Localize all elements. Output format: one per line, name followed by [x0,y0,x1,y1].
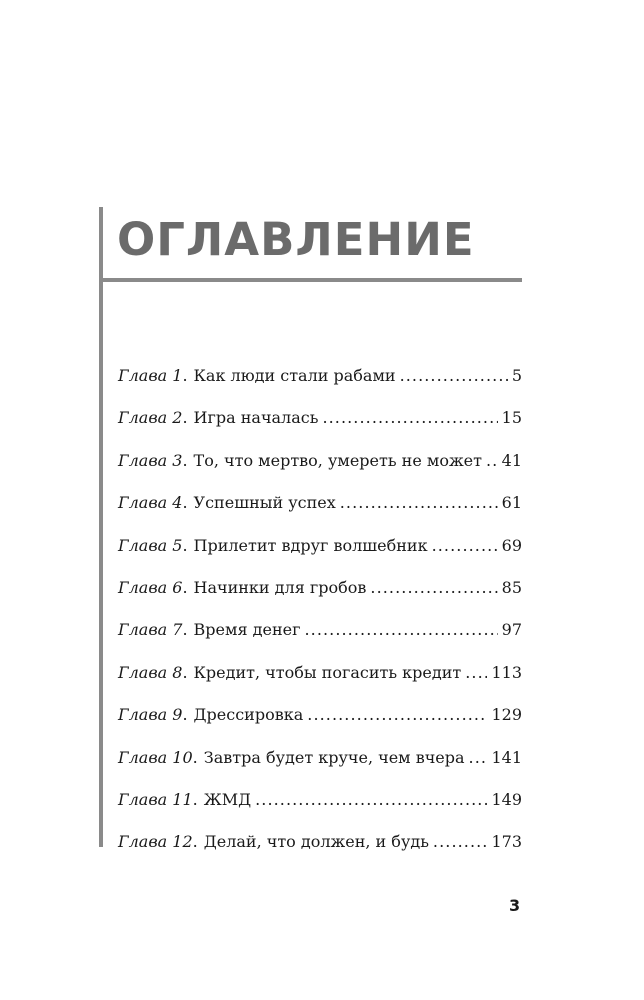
page-number: 3 [509,896,521,915]
toc-entry[interactable]: Глава 10 . Завтра будет круче, чем вчера . . . 141 [118,744,522,786]
toc-leader-dots [432,532,498,560]
toc-chapter-label: Глава 3 [118,450,183,470]
toc-chapter-label: Глава 6 [118,577,183,597]
toc-title: То, что мертво, умереть не может [193,450,482,470]
toc-leader-dots [370,574,497,602]
toc-page-number: 141 [491,747,522,767]
toc-page-number: 41 [501,450,522,470]
toc-title: ЖМД [203,789,252,809]
toc-title: Завтра будет круче, чем вчера [203,747,465,767]
toc-page-number: 129 [491,705,522,725]
toc-title: Начинки для гробов [193,577,367,597]
toc-leader-dots [400,362,508,390]
toc-title: Прилетит вдруг волшебник [193,535,428,555]
toc-leader-dots [469,744,488,772]
toc-page-number: 69 [501,535,522,555]
toc-chapter-label: Глава 12 [118,832,193,852]
toc-page-number: 173 [491,832,522,852]
toc-chapter-label: Глава 2 [118,408,183,428]
toc-page-number: 97 [501,620,522,640]
toc-leader-dots [322,404,497,432]
toc-entry[interactable]: Глава 8 . Кредит, чтобы погасить кредит . . . 113 [118,659,522,701]
toc-title: Время денег [193,620,301,640]
toc-title: Как люди стали рабами [193,366,396,385]
toc-page-number: 149 [491,789,522,809]
toc-entry[interactable]: Глава 7 . Время денег . . . 97 [118,616,522,658]
toc-chapter-label: Глава 8 [118,662,183,682]
toc-entry[interactable]: Глава 12 . Делай, что должен, и будь . . . 173 [118,828,522,870]
toc-entry[interactable]: Глава 2 . Игра началась . . . 15 [118,404,522,446]
toc-chapter-label: Глава 5 [118,535,183,555]
toc-title: Игра началась [193,408,319,428]
toc-title: Делай, что должен, и будь [203,832,429,852]
toc-leader-dots [486,447,498,475]
toc-entry[interactable]: Глава 5 . Прилетит вдруг волшебник . . . 69 [118,532,522,574]
toc-entry[interactable]: Глава 1 . Как люди стали рабами . . . 5 [118,362,522,404]
toc-entry[interactable]: Глава 9 . Дрессировка . . . 129 [118,701,522,743]
page-title: ОГЛАВЛЕНИЕ [117,213,475,266]
toc-leader-dots [433,828,488,856]
table-of-contents [118,362,522,871]
toc-leader-dots [340,489,498,517]
toc-page-number: 113 [491,662,522,682]
toc-chapter-label: Глава 11 [118,789,193,809]
toc-chapter-label: Глава 7 [118,620,183,640]
toc-leader-dots [307,701,487,729]
toc-title: Успешный успех [193,493,336,513]
vertical-rule [99,207,103,847]
toc-chapter-label: Глава 9 [118,705,183,725]
toc-chapter-label: Глава 10 [118,747,193,767]
horizontal-rule [99,278,522,282]
toc-entry[interactable]: Глава 3 . То, что мертво, умереть не может . . . 41 [118,447,522,489]
toc-title: Кредит, чтобы погасить кредит [193,662,462,682]
toc-entry[interactable]: Глава 4 . Успешный успех . . . 61 [118,489,522,531]
toc-page-number: 85 [501,577,522,597]
toc-leader-dots [255,786,487,814]
toc-leader-dots [304,616,497,644]
toc-entry[interactable]: Глава 11 . ЖМД . . . 149 [118,786,522,828]
toc-page-number: 15 [501,408,522,428]
toc-chapter-label: Глава 4 [118,493,183,513]
toc-leader-dots [465,659,487,687]
toc-page-number: 5 [511,366,522,385]
toc-page-number: 61 [501,493,522,513]
toc-chapter-label: Глава 1 [118,366,183,385]
toc-entry[interactable]: Глава 6 . Начинки для гробов . . . 85 [118,574,522,616]
toc-title: Дрессировка [193,705,304,725]
